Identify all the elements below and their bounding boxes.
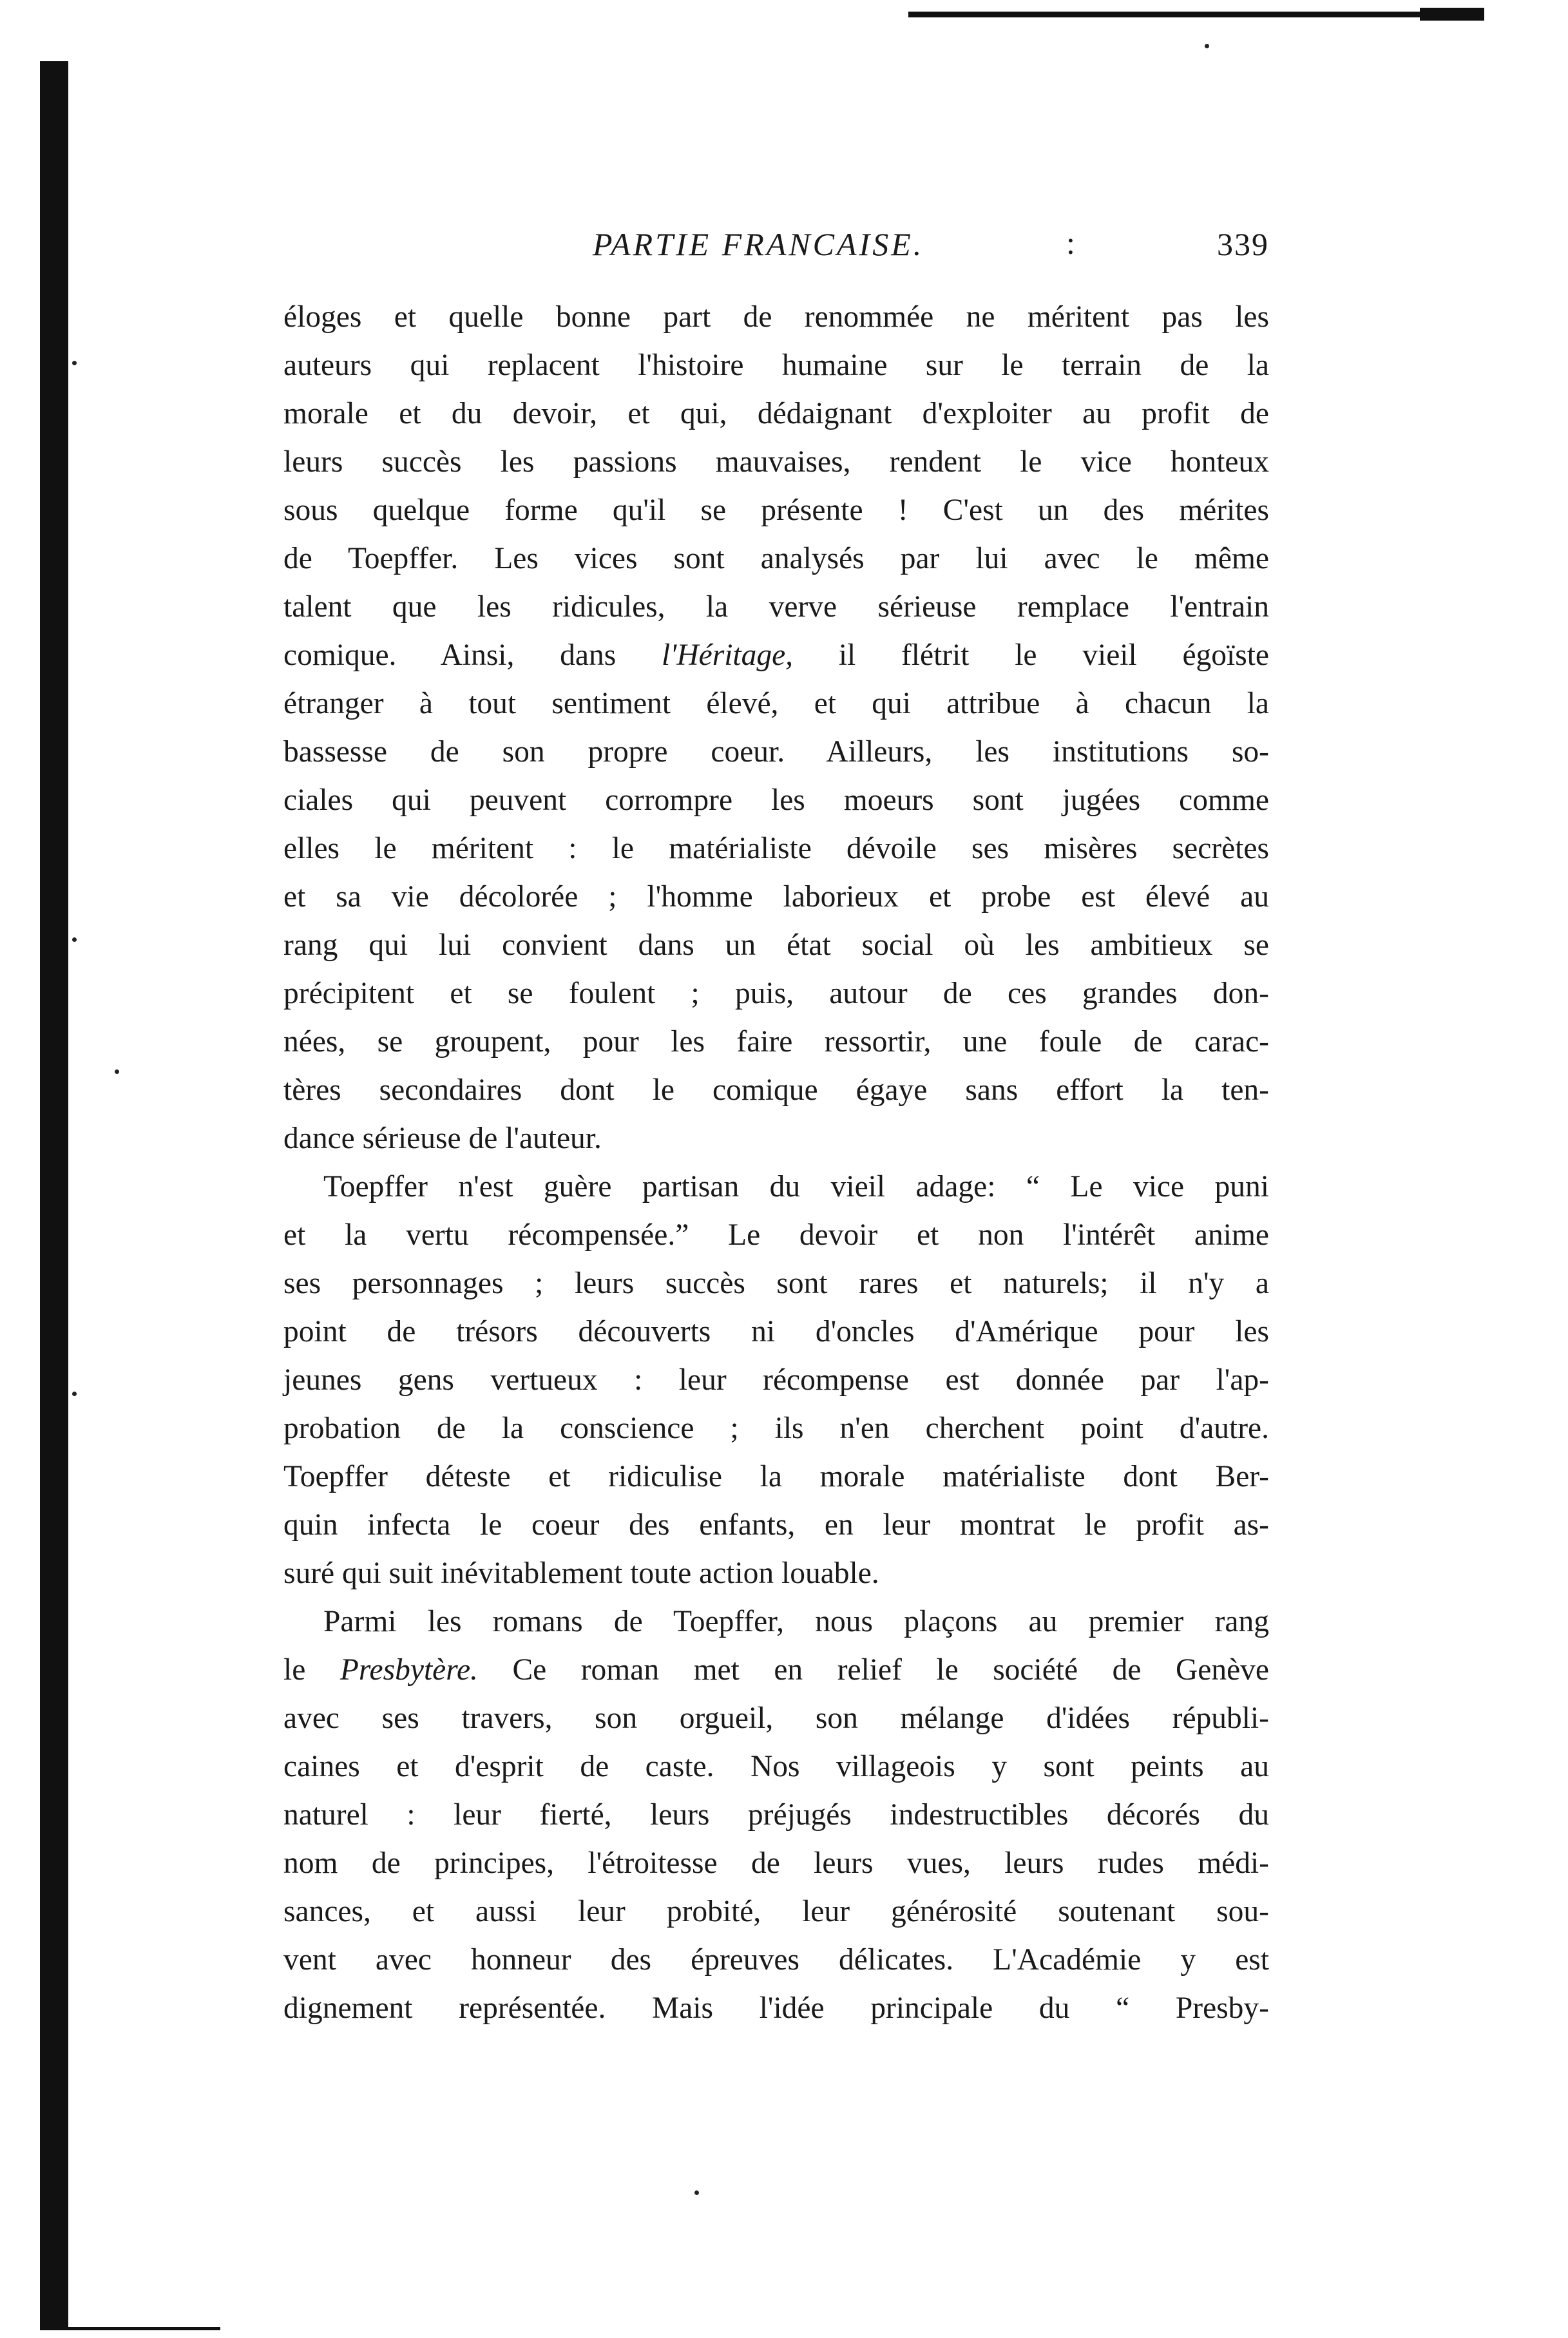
text-segment: comique. Ainsi, dans — [283, 638, 662, 672]
text-line: vent avec honneur des épreuves délicates. L'Académie y est — [283, 1943, 1269, 1977]
text-line: ses personnages ; leurs succès sont rares et naturels; il n'y a — [283, 1267, 1269, 1300]
paragraph-1 — [283, 293, 1269, 1163]
text-line: et la vertu récompensée.” Le devoir et non l'intérêt anime — [283, 1218, 1269, 1252]
text-line: caines et d'esprit de caste. Nos villageois y sont peints au — [283, 1750, 1269, 1783]
text-segment: il flétrit le vieil égoïste — [793, 638, 1269, 672]
page-number: 339 — [1217, 226, 1269, 262]
text-line: point de trésors découverts ni d'oncles d'Amérique pour les — [283, 1315, 1269, 1348]
text-line: sances, et aussi leur probité, leur générosité soutenant sou- — [283, 1895, 1269, 1928]
paragraph-2 — [283, 1163, 1269, 1598]
text-line: ciales qui peuvent corrompre les moeurs sont jugées comme — [283, 783, 1269, 817]
scan-speck — [72, 1392, 77, 1396]
page-header — [283, 219, 1269, 271]
italic-title: Presbytère. — [339, 1653, 478, 1687]
text-line: avec ses travers, son orgueil, son mélange d'idées républi- — [283, 1701, 1269, 1735]
bottom-scan-rule — [40, 2327, 220, 2330]
text-line: talent que les ridicules, la verve sérieuse remplace l'entrain — [283, 590, 1269, 624]
text-line: bassesse de son propre coeur. Ailleurs, les institutions so- — [283, 735, 1269, 769]
text-line: dance sérieuse de l'auteur. — [283, 1122, 602, 1155]
text-segment: Ce roman met en relief le société de Genève — [477, 1653, 1269, 1687]
text-line: précipitent et se foulent ; puis, autour de ces grandes don- — [283, 977, 1269, 1010]
scan-speck — [72, 361, 77, 365]
text-line: probation de la conscience ; ils n'en cherchent point d'autre. — [283, 1412, 1269, 1445]
text-line: sous quelque forme qu'il se présente ! C'est un des mérites — [283, 493, 1269, 527]
text-line: et sa vie décolorée ; l'homme laborieux et probe est élevé au — [283, 880, 1269, 914]
left-binding-shadow — [40, 61, 68, 2329]
text-line — [283, 631, 1269, 680]
scan-speck — [72, 937, 77, 942]
text-line: éloges et quelle bonne part de renommée ne méritent pas les — [283, 300, 1269, 334]
scan-speck — [694, 2190, 699, 2195]
text-line: de Toepffer. Les vices sont analysés par lui avec le même — [283, 542, 1269, 575]
scan-speck — [1205, 44, 1209, 48]
header-separator: : — [1066, 225, 1076, 261]
text-line: suré qui suit inévitablement toute action louable. — [283, 1557, 879, 1590]
paragraph-3 — [283, 1598, 1269, 2033]
scan-speck — [115, 1069, 119, 1074]
text-line: rang qui lui convient dans un état social où les ambitieux se — [283, 928, 1269, 962]
text-line: nom de principes, l'étroitesse de leurs vues, leurs rudes médi- — [283, 1846, 1269, 1880]
body-text — [283, 293, 1269, 2033]
text-line: morale et du devoir, et qui, dédaignant d'exploiter au profit de — [283, 397, 1269, 430]
text-line: nées, se groupent, pour les faire ressortir, une foule de carac- — [283, 1025, 1269, 1059]
text-line: jeunes gens vertueux : leur récompense est donnée par l'ap- — [283, 1363, 1269, 1397]
italic-title: l'Héritage, — [661, 638, 794, 672]
text-line: elles le méritent : le matérialiste dévoile ses misères secrètes — [283, 832, 1269, 865]
text-line: Toepffer n'est guère partisan du vieil adage: “ Le vice puni — [323, 1170, 1269, 1203]
text-segment: le — [283, 1653, 340, 1687]
text-line: quin infecta le coeur des enfants, en leur montrat le profit as- — [283, 1508, 1269, 1542]
running-head: PARTIE FRANCAISE. — [593, 226, 924, 262]
text-line — [283, 1646, 1269, 1694]
text-line: auteurs qui replacent l'histoire humaine sur le terrain de la — [283, 349, 1269, 382]
text-line: Parmi les romans de Toepffer, nous plaçons au premier rang — [323, 1605, 1269, 1638]
text-line: naturel : leur fierté, leurs préjugés indestructibles décorés du — [283, 1798, 1269, 1832]
text-line: leurs succès les passions mauvaises, rendent le vice honteux — [283, 445, 1269, 479]
text-line: Toepffer déteste et ridiculise la morale matérialiste dont Ber- — [283, 1460, 1269, 1493]
top-scan-rule — [908, 12, 1482, 17]
text-line: tères secondaires dont le comique égaye sans effort la ten- — [283, 1073, 1269, 1107]
text-line: étranger à tout sentiment élevé, et qui attribue à chacun la — [283, 687, 1269, 720]
text-line: dignement représentée. Mais l'idée principale du “ Presby- — [283, 1991, 1269, 2025]
